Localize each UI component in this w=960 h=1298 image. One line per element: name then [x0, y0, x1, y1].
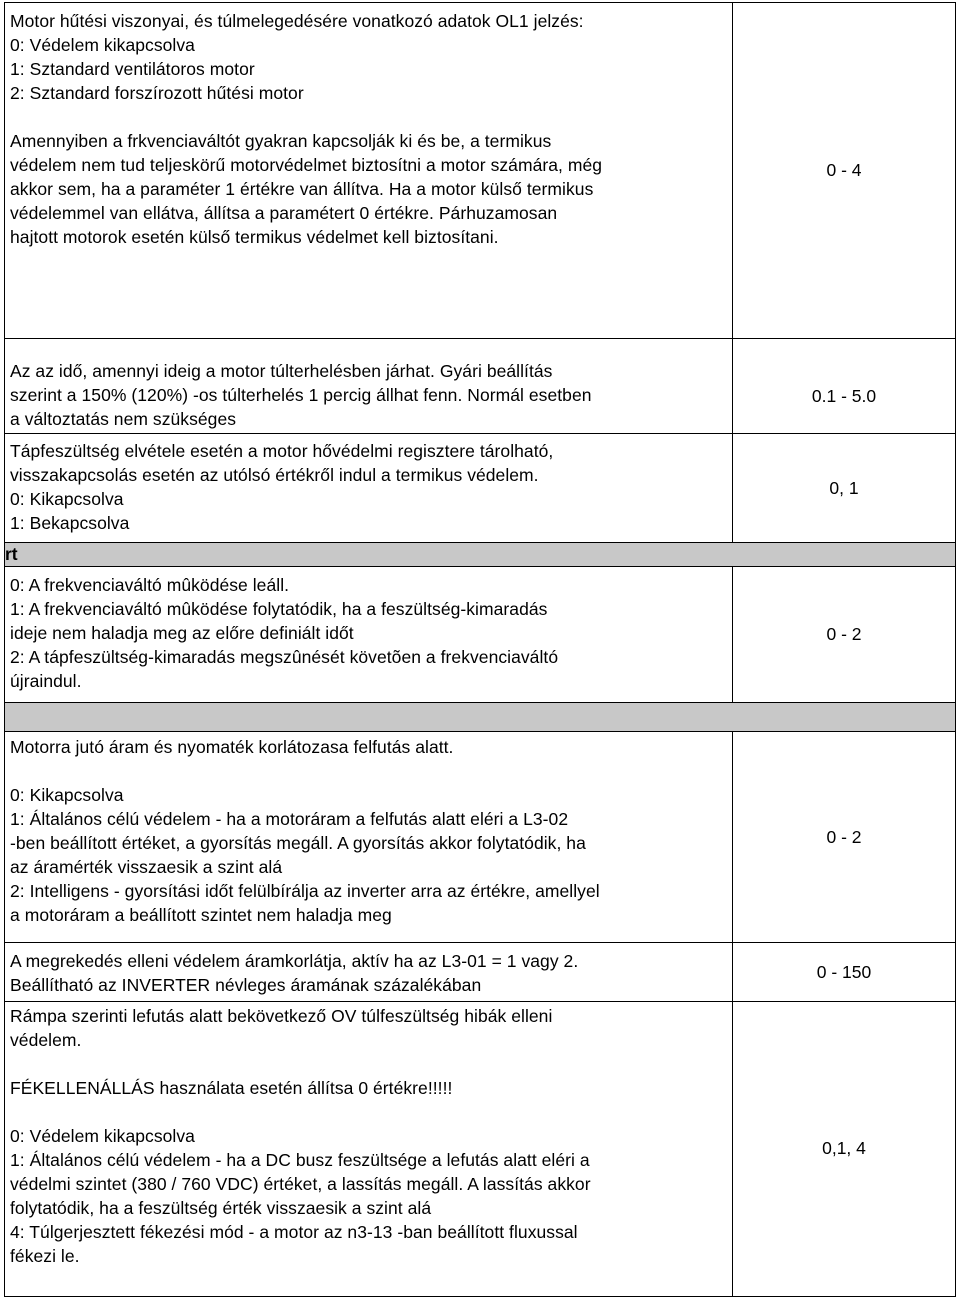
setting-range: 0,1, 4 — [822, 1138, 866, 1158]
description-line: 1: Sztandard ventilátoros motor — [10, 59, 255, 79]
description-line: szerint a 150% (120%) -os túlterhelés 1 percig állhat fenn. Normál esetben — [10, 385, 592, 405]
description-line: hajtott motorok esetén külső termikus védelmet kell biztosítani. — [10, 227, 499, 247]
range-cell — [732, 942, 956, 1002]
description-line: 0: Kikapcsolva — [10, 785, 124, 805]
description-cell — [4, 2, 733, 339]
description-cell — [4, 942, 733, 1002]
description-line: Az az idő, amennyi ideig a motor túlterhelésben járhat. Gyári beállítás — [10, 361, 553, 381]
description-line: Beállítható az INVERTER névleges áramának százalékában — [10, 975, 482, 995]
description-line — [10, 759, 728, 783]
description-line: 0: Védelem kikapcsolva — [10, 1126, 195, 1146]
table-row — [4, 338, 956, 434]
description-line: fékezi le. — [10, 1246, 80, 1266]
description-line: 2: A tápfeszültség-kimaradás megszûnését követõen a frekvenciaváltó — [10, 647, 559, 667]
section-header-bar — [4, 542, 956, 567]
setting-range: 0 - 4 — [826, 160, 862, 180]
description-line: Motorra jutó áram és nyomaték korlátozasa felfutás alatt. — [10, 737, 454, 757]
description-line: 1: Bekapcsolva — [10, 513, 130, 533]
setting-range: 0, 1 — [829, 477, 859, 498]
description-line: folytatódik, ha a feszültség érték visszaesik a szint alá — [10, 1198, 432, 1218]
description-line: akkor sem, ha a paraméter 1 értékre van állítva. Ha a motor külső termikus — [10, 179, 594, 199]
description-line: A megrekedés elleni védelem áramkorlátja, aktív ha az L3-01 = 1 vagy 2. — [10, 951, 579, 971]
description-cell — [4, 731, 733, 943]
description-line: védelem nem tud teljeskörű motorvédelmet biztosítni a motor számára, még — [10, 155, 603, 175]
description-line: FÉKELLENÁLLÁS használata esetén állítsa 0 értékre!!!!! — [10, 1078, 453, 1098]
range-cell — [732, 433, 956, 543]
description-line — [10, 105, 728, 129]
description-line: Rámpa szerinti lefutás alatt bekövetkező OV túlfeszültség hibák elleni — [10, 1006, 553, 1026]
description-line: ideje nem haladja meg az előre definiált időt — [10, 623, 354, 643]
description-cell — [4, 566, 733, 703]
description-line: a változtatás nem szükséges — [10, 409, 237, 429]
description-line: -ben beállított értéket, a gyorsítás megáll. A gyorsítás akkor folytatódik, ha — [10, 833, 586, 853]
description-line: a motoráram a beállított szintet nem haladja meg — [10, 905, 392, 925]
setting-range: 0.1 - 5.0 — [811, 386, 877, 406]
description-line — [10, 1052, 728, 1076]
description-line: 2: Sztandard forszírozott hűtési motor — [10, 83, 304, 103]
range-cell — [732, 2, 956, 339]
description-line: védelemmel van ellátva, állítsa a paramétert 0 értékre. Párhuzamosan — [10, 203, 558, 223]
table-row — [4, 731, 956, 943]
table-row — [4, 433, 956, 543]
description-line: az áramérték visszaesik a szint alá — [10, 857, 283, 877]
range-cell — [732, 1001, 956, 1297]
description-line: visszakapcsolás esetén az utólsó értékről indul a termikus védelem. — [10, 465, 539, 485]
description-line: 0: Kikapcsolva — [10, 489, 124, 509]
description-line: 1: A frekvenciaváltó mûködése folytatódik, ha a feszültség-kimaradás — [10, 599, 548, 619]
section-header-bar — [4, 702, 956, 732]
range-cell — [732, 731, 956, 943]
setting-range: 0 - 2 — [826, 624, 862, 644]
description-line: 4: Túlgerjesztett fékezési mód - a motor az n3-13 -ban beállított fluxussal — [10, 1222, 578, 1242]
description-line: újraindul. — [10, 671, 82, 691]
description-line: 1: Általános célú védelem - ha a DC busz feszültsége a lefutás alatt eléri a — [10, 1150, 590, 1170]
description-cell — [4, 433, 733, 543]
description-line: Tápfeszültség elvétele esetén a motor hővédelmi regisztere tárolható, — [10, 441, 554, 461]
description-line: Motor hűtési viszonyai, és túlmelegedésére vonatkozó adatok OL1 jelzés: — [10, 11, 584, 31]
table-row — [4, 1001, 956, 1297]
range-cell — [732, 338, 956, 434]
description-line: 2: Intelligens - gyorsítási időt felülbírálja az inverter arra az értékre, amellyel — [10, 881, 600, 901]
setting-range: 0 - 150 — [816, 961, 872, 982]
table-row — [4, 2, 956, 339]
description-line — [10, 1100, 728, 1124]
description-cell — [4, 1001, 733, 1297]
description-line: Amennyiben a frkvenciaváltót gyakran kapcsolják ki és be, a termikus — [10, 131, 552, 151]
description-line: 1: Általános célú védelem - ha a motoráram a felfutás alatt eléri a L3-02 — [10, 809, 569, 829]
range-cell — [732, 566, 956, 703]
table-row — [4, 566, 956, 703]
section-header-label: rt — [5, 544, 18, 564]
description-line: 0: Védelem kikapcsolva — [10, 35, 195, 55]
description-cell — [4, 338, 733, 434]
table-row — [4, 942, 956, 1002]
setting-range: 0 - 2 — [826, 826, 862, 847]
description-line: védelmi szintet (380 / 760 VDC) értéket, a lassítás megáll. A lassítás akkor — [10, 1174, 591, 1194]
description-line: védelem. — [10, 1030, 82, 1050]
description-line: 0: A frekvenciaváltó mûködése leáll. — [10, 575, 290, 595]
